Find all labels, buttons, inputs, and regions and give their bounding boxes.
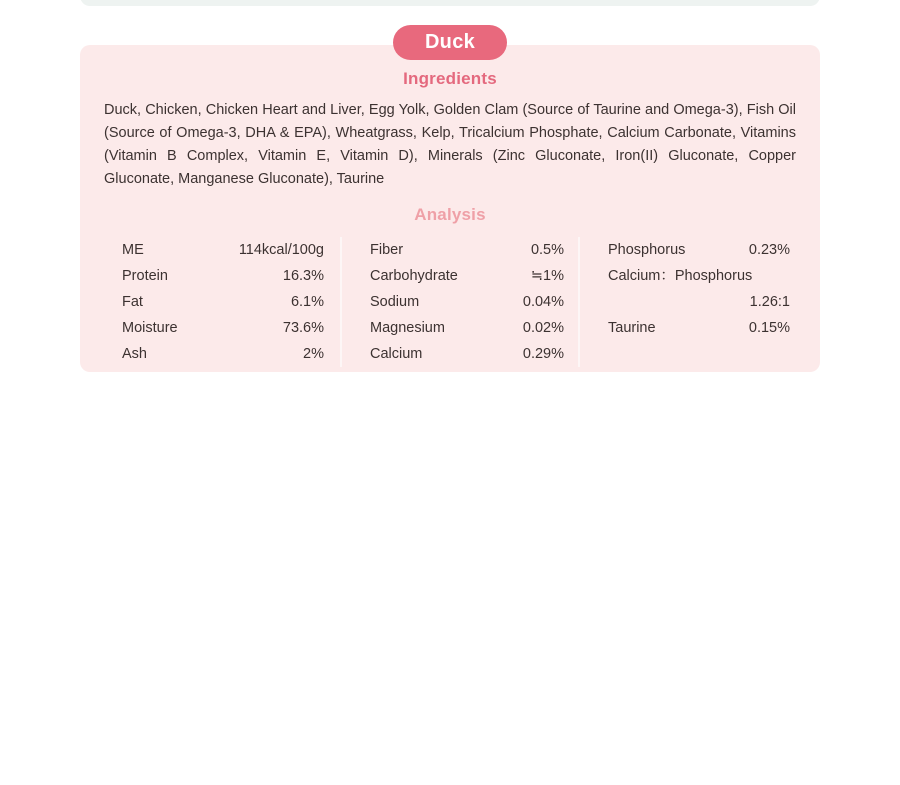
analysis-row [608, 289, 790, 315]
analysis-value: ≒1% [530, 268, 564, 284]
analysis-row [122, 341, 324, 367]
analysis-value: 1.26:1 [749, 294, 790, 310]
analysis-value: 0.29% [522, 346, 564, 362]
analysis-label: Taurine [608, 320, 656, 336]
analysis-label: Protein [122, 268, 168, 284]
product-info-card [80, 45, 820, 372]
analysis-row [122, 263, 324, 289]
analysis-row [370, 289, 564, 315]
analysis-row [122, 237, 324, 263]
analysis-label: Fat [122, 294, 143, 310]
analysis-label: Ash [122, 346, 147, 362]
analysis-value: 0.15% [748, 320, 790, 336]
analysis-value: 2% [303, 346, 324, 362]
analysis-row [608, 237, 790, 263]
ingredients-text: Duck, Chicken, Chicken Heart and Liver, Egg Yolk, Golden Clam (Source of Taurine and Omega-3), Fish Oil (Source of Omega-3, DHA & EPA), Wheatgrass, Kelp, Tricalcium Phosphate, Calcium Carbonate, Vitamins (Vitamin B Complex, Vitamin E, Vitamin D), Minerals (Zinc Gluconate, Iron(II) Gluconate, Copper Gluconate, Manganese Gluconate), Taurine [104, 102, 796, 187]
analysis-row [370, 263, 564, 289]
analysis-label: ME [122, 242, 144, 258]
analysis-label: Magnesium [370, 320, 445, 336]
analysis-value: 0.04% [522, 294, 564, 310]
analysis-value: 0.23% [748, 242, 790, 258]
analysis-label: Moisture [122, 320, 178, 336]
analysis-row [370, 315, 564, 341]
analysis-label: Phosphorus [608, 242, 686, 258]
analysis-row [122, 289, 324, 315]
analysis-value: 0.02% [522, 320, 564, 336]
analysis-value: 16.3% [282, 268, 324, 284]
analysis-value: 6.1% [290, 294, 324, 310]
analysis-label: Carbohydrate [370, 268, 458, 284]
analysis-label: Sodium [370, 294, 420, 310]
analysis-column-1 [104, 237, 340, 367]
analysis-label: Calcium [370, 346, 423, 362]
analysis-heading: Analysis [414, 205, 486, 224]
analysis-value: 0.5% [530, 242, 564, 258]
analysis-table [80, 237, 820, 367]
analysis-column-3 [578, 237, 796, 367]
analysis-value: 73.6% [282, 320, 324, 336]
analysis-column-2 [340, 237, 578, 367]
analysis-row [370, 341, 564, 367]
analysis-row [608, 263, 790, 289]
analysis-value: 114kcal/100g [238, 242, 324, 258]
analysis-label: Fiber [370, 242, 404, 258]
analysis-row [370, 237, 564, 263]
previous-section-panel-edge [80, 0, 820, 6]
product-badge-row [0, 25, 900, 60]
product-flavor-badge: Duck [393, 25, 507, 60]
analysis-label: Calcium：Phosphorus [608, 268, 753, 284]
ingredients-heading: Ingredients [403, 69, 497, 88]
analysis-row [608, 315, 790, 341]
analysis-row [122, 315, 324, 341]
